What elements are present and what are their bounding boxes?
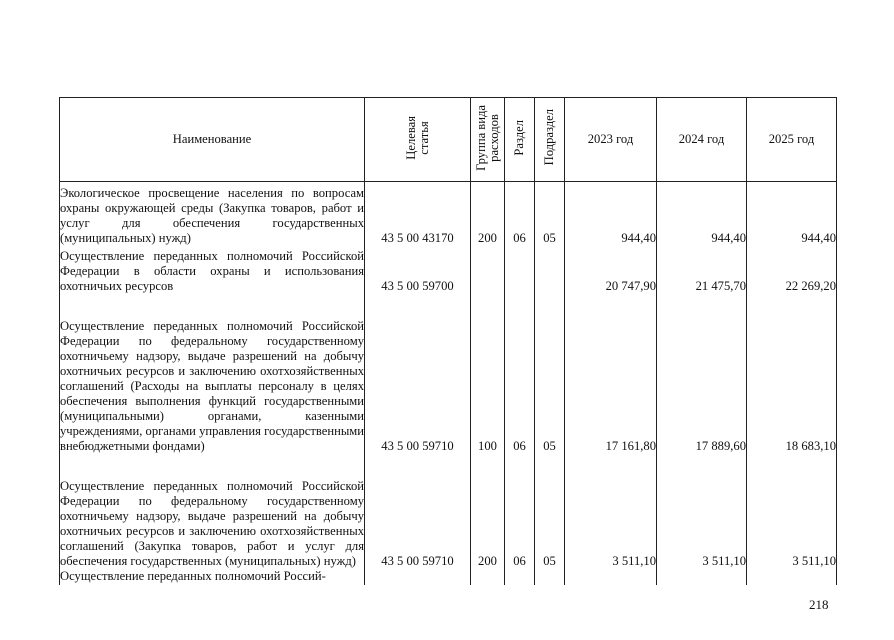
- page-number: 218: [809, 597, 829, 612]
- row-value-2025: 18 683,10: [747, 294, 837, 454]
- row-subsection: 05: [535, 454, 565, 569]
- row-expense-group: 200: [471, 182, 505, 247]
- row-value-2024: 21 475,70: [657, 246, 747, 294]
- row-value-2024: 944,40: [657, 182, 747, 247]
- row-target-article: [365, 569, 471, 585]
- row-value-2023: 3 511,10: [565, 454, 657, 569]
- row-name: Осуществление переданных полномочий Российской Федерации по федеральному государственному охотничьему надзору, выдаче разрешений на добычу охотничьих ресурсов и заключению охотхозяйственных соглашений (Расходы на выплаты персоналу в целях обеспечения выполнения функций государственными (муниципальными) органами, казенными учреждениями, органами управления государственными внебюджетными фондами): [60, 294, 365, 454]
- row-subsection: 05: [535, 294, 565, 454]
- row-section: 06: [505, 182, 535, 247]
- table-header-row: [60, 98, 837, 182]
- row-value-2024: 17 889,60: [657, 294, 747, 454]
- row-value-2025: [747, 569, 837, 585]
- budget-table: [59, 97, 837, 585]
- header-expense-group: Группа вида расходов: [471, 98, 505, 182]
- table-row: [60, 182, 837, 247]
- row-name: Экологическое просвещение населения по вопросам охраны окружающей среды (Закупка товаров, работ и услуг для обеспечения государственных (муниципальных) нужд): [60, 182, 365, 247]
- row-subsection: [535, 569, 565, 585]
- row-name: Осуществление переданных полномочий Российской Федерации в области охраны и использования охотничьих ресурсов: [60, 246, 365, 294]
- row-section: [505, 246, 535, 294]
- header-2025: 2025 год: [747, 98, 837, 182]
- row-section: 06: [505, 454, 535, 569]
- header-section: Раздел: [505, 98, 535, 182]
- row-section: 06: [505, 294, 535, 454]
- header-name: Наименование: [60, 98, 365, 182]
- row-value-2025: 3 511,10: [747, 454, 837, 569]
- row-value-2023: 20 747,90: [565, 246, 657, 294]
- row-section: [505, 569, 535, 585]
- row-target-article: 43 5 00 59710: [365, 294, 471, 454]
- row-subsection: 05: [535, 182, 565, 247]
- header-2023: 2023 год: [565, 98, 657, 182]
- row-value-2023: 944,40: [565, 182, 657, 247]
- header-subsection: Подраздел: [535, 98, 565, 182]
- row-value-2025: 22 269,20: [747, 246, 837, 294]
- row-name: Осуществление переданных полномочий Россий-: [60, 569, 365, 585]
- header-2024: 2024 год: [657, 98, 747, 182]
- table-row: [60, 294, 837, 454]
- table-row: [60, 454, 837, 569]
- row-value-2023: 17 161,80: [565, 294, 657, 454]
- row-value-2024: 3 511,10: [657, 454, 747, 569]
- row-subsection: [535, 246, 565, 294]
- row-target-article: 43 5 00 43170: [365, 182, 471, 247]
- row-expense-group: 100: [471, 294, 505, 454]
- row-target-article: 43 5 00 59710: [365, 454, 471, 569]
- row-value-2024: [657, 569, 747, 585]
- row-target-article: 43 5 00 59700: [365, 246, 471, 294]
- row-expense-group: [471, 569, 505, 585]
- row-value-2025: 944,40: [747, 182, 837, 247]
- header-target-article: Целевая статья: [365, 98, 471, 182]
- table-row: [60, 569, 837, 585]
- row-value-2023: [565, 569, 657, 585]
- row-name: Осуществление переданных полномочий Российской Федерации по федеральному государственному охотничьему надзору, выдаче разрешений на добычу охотничьих ресурсов и заключению охотхозяйственных соглашений (Закупка товаров, работ и услуг для обеспечения государственных (муниципальных) нужд): [60, 454, 365, 569]
- row-expense-group: 200: [471, 454, 505, 569]
- row-expense-group: [471, 246, 505, 294]
- table-row: [60, 246, 837, 294]
